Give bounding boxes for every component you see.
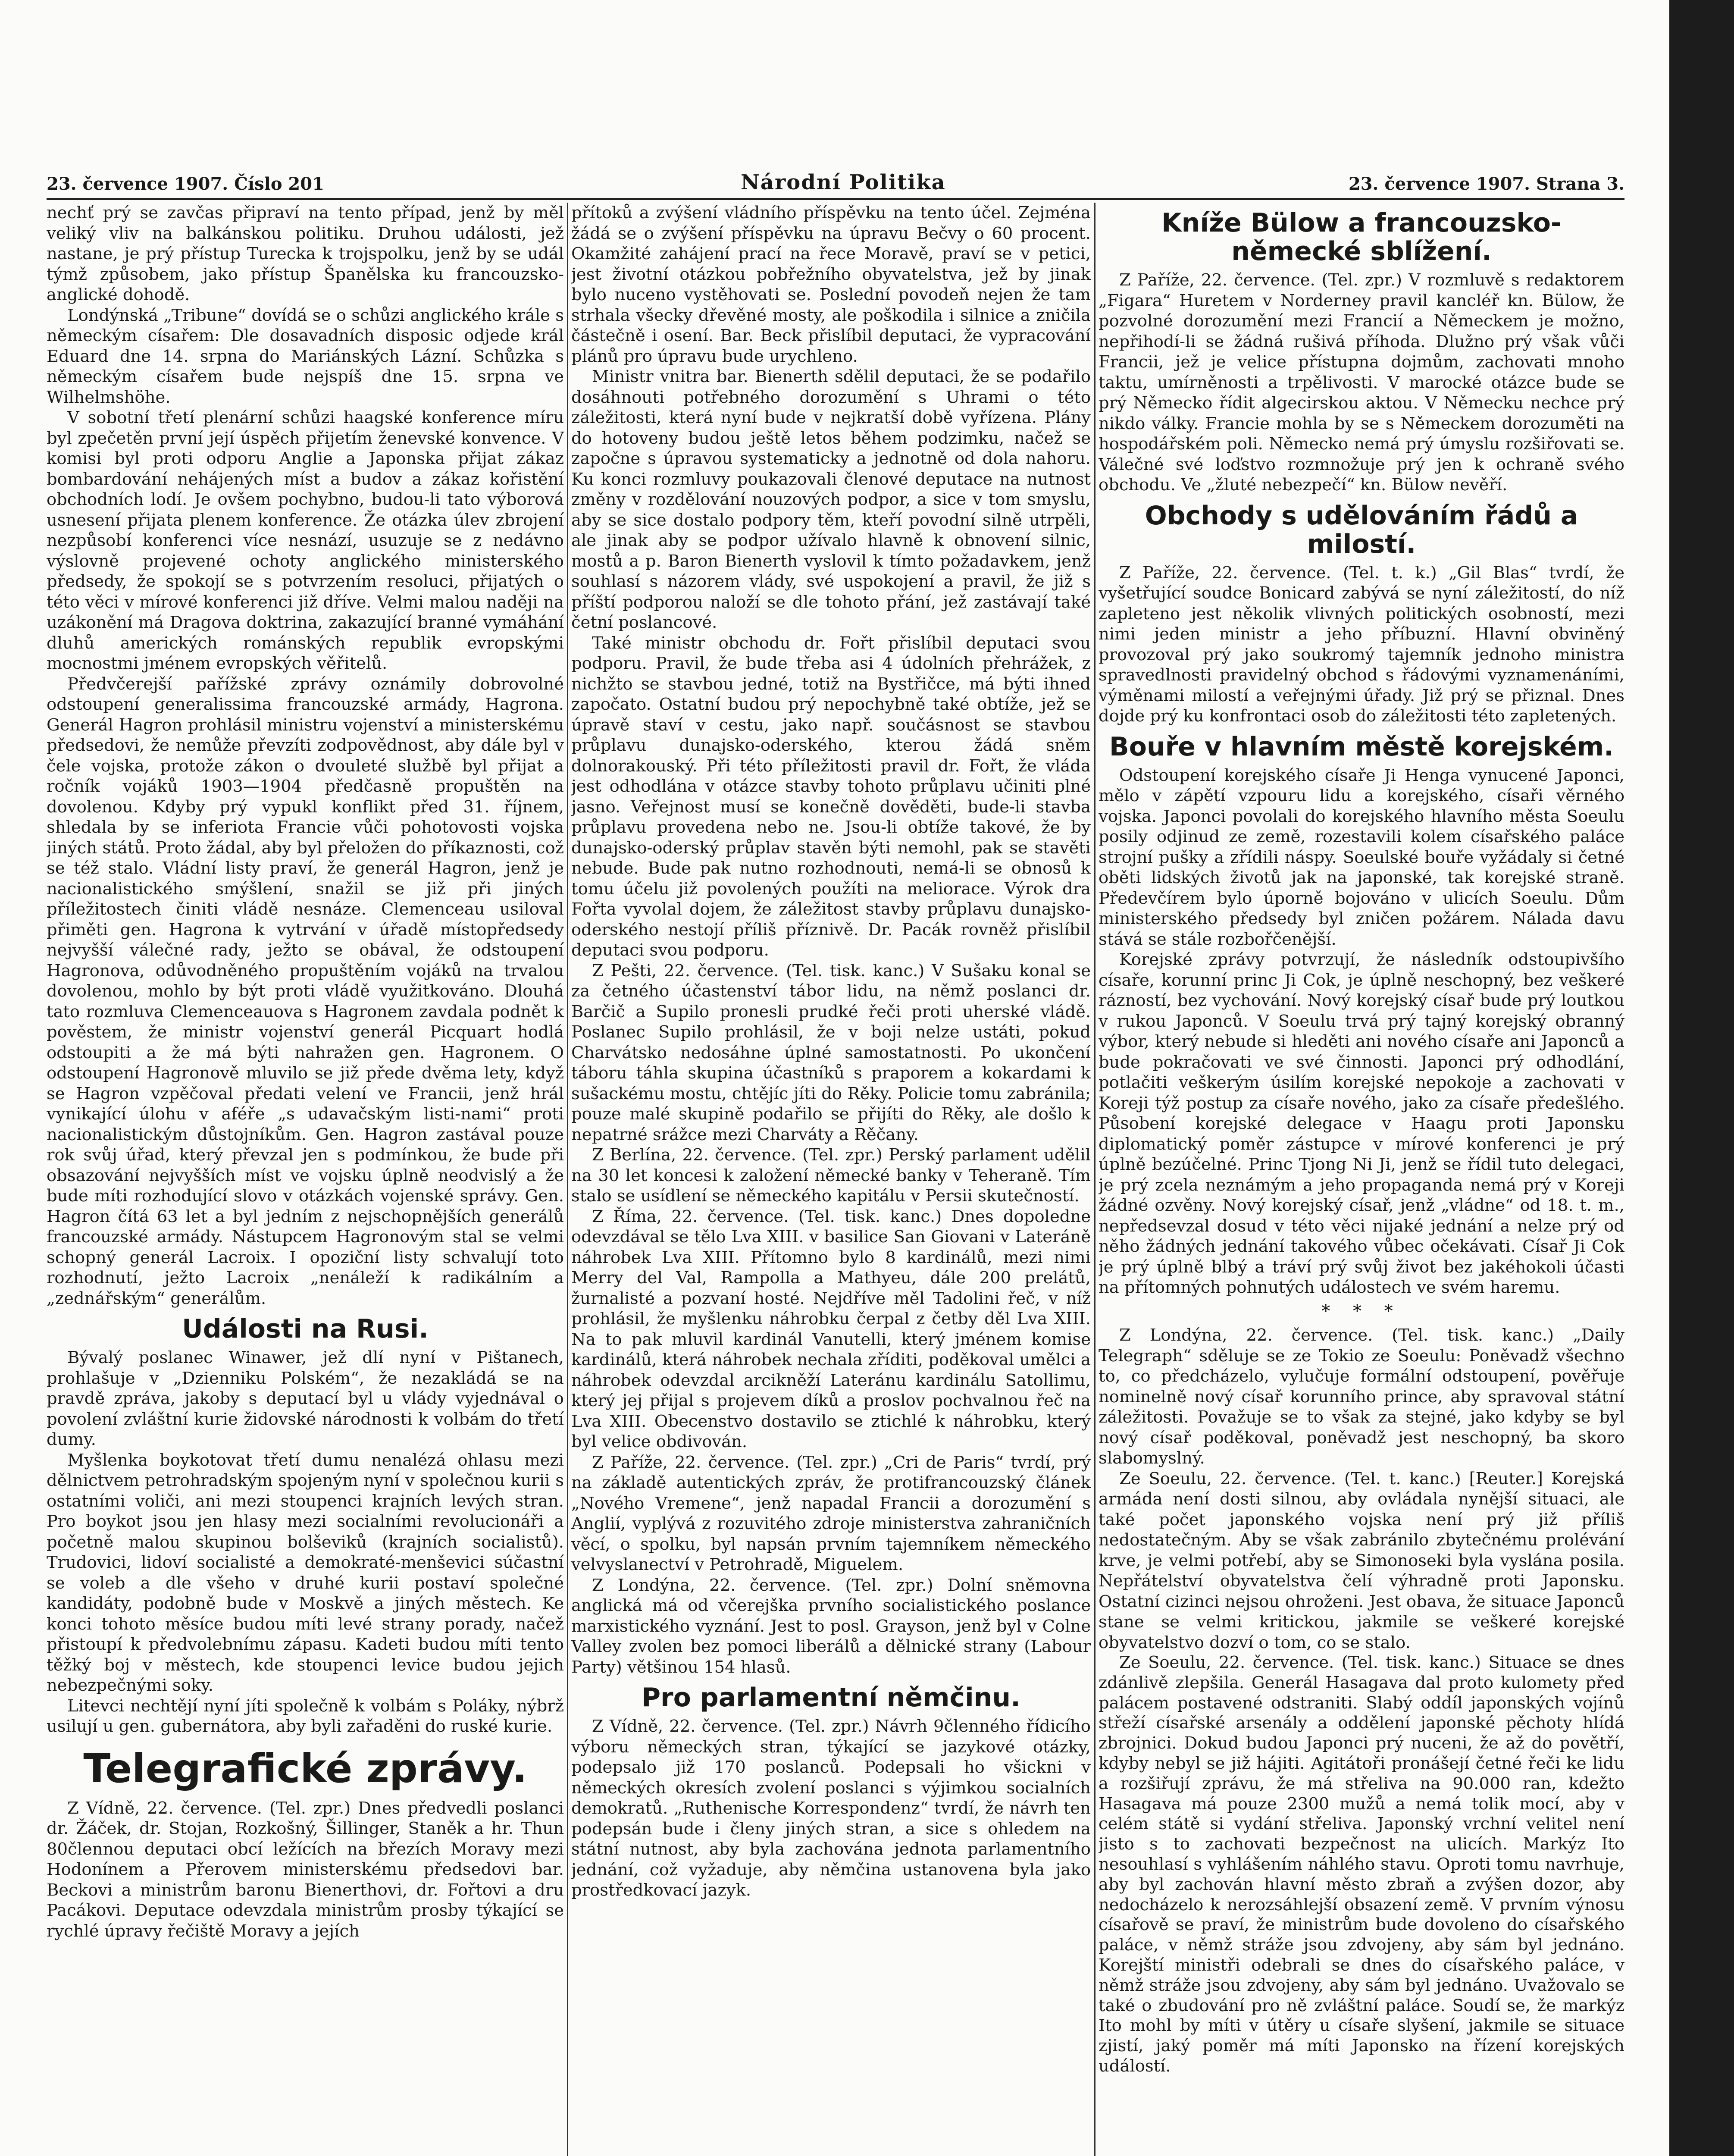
- article-paragraph: Z Londýna, 22. července. (Tel. zpr.) Dolní sněmovna anglická má od včerejška prvního socialistického poslance marxistického vyznání. Jest to posl. Grayson, jenž byl v Colne Valley zvolen bez pomoci liberálů a dělnické strany (Labour Party) většinou 154 hlasů.: [571, 1575, 1091, 1677]
- article-paragraph: Z Pešti, 22. července. (Tel. tisk. kanc.) V Sušaku konal se za četného účastenství tábor lidu, na němž poslanci dr. Barčič a Supilo pronesli prudké řeči proti uherské vládě. Poslanec Supilo prohlásil, že v boji nelze ustáti, pokud Charvátsko nedosáhne úplné samostatnosti. Po ukončení táboru táhla skupina účastníků s praporem a kokardami k sušackému mostu, chtějíc jíti do Rěky. Policie tomu zabránila; pouze malé skupině podařilo se přijíti do Rěky, ale došlo k nepatrné srážce mezi Charváty a Rěčany.: [571, 961, 1091, 1144]
- header-date-issue: 23. července 1907. Číslo 201: [47, 174, 324, 194]
- article-paragraph: Z Vídně, 22. července. (Tel. zpr.) Návrh 9členného řídicího výboru německých stran, týkající se jazykové otázky, podepsalo již 170 poslanců. Podepsali ho všickni v německých okresích zvolení poslanci s výjimkou socialních demokratů. „Ruthenische Korrespondenz“ tvrdí, že návrh ten podepsán bude i členy jiných stran, a sice s ohledem na státní nutnost, aby byla zachována jednota parlamentního jednání, což vyžaduje, aby němčina ustanovena byla jako prostředkovací jazyk.: [571, 1717, 1091, 1900]
- article-paragraph: Z Paříže, 22. července. (Tel. zpr.) „Cri de Paris“ tvrdí, prý na základě autentických zpráv, že protifrancouzský článek „Nového Vremene“, jenž napadal Francii a dorozumění s Anglií, vyplývá z rozuvitého zdroje ministerstva zahraničních věcí, o spolku, byl napsán prvním tajemníkem německého velvyslanectví v Petrohradě, Miguelem.: [571, 1452, 1091, 1574]
- article-paragraph: Z Paříže, 22. července. (Tel. zpr.) V rozmluvě s redaktorem „Figara“ Huretem v Norderney pravil kancléř kn. Bülow, že pozvolné dorozumění mezi Francií a Německem je možno, nepřihodí-li se žádná rušivá příhoda. Dlužno prý však vůči Francii, jež je velice přístupna dojmům, zachovati mnoho taktu, umírněnosti a trpělivosti. V marocké otázce bude se prý Německo řídit algecirskou aktou. V Německu nechce prý nikdo války. Francie mohla by se s Německem dorozuměti na hospodářském poli. Německo nemá prý úmyslu rozšiřovati se. Válečné své loďstvo rozmnožuje prý jen k ochraně svého obchodu. Ve „žluté nebezpečí“ kn. Bülow nevěří.: [1099, 270, 1624, 495]
- masthead-title: Národní Politika: [741, 170, 946, 194]
- article-paragraph: Také ministr obchodu dr. Fořt přislíbil deputaci svou podporu. Pravil, že bude třeba asi 4 údolních přehrážek, z nichžto se stavbou jedné, totiž na Bystřičce, má býti ihned započato. Ostatní budou prý nepochybně také obtíže, jež se úpravě staví v cestu, jako např. součásnost se stavbou průplavu dunajsko-oderského, kterou žádá sněm dolnorakouský. Při této příležitosti pravil dr. Fořt, že vláda jest odhodlána v otázce stavby tohoto průplavu učiniti plné jasno. Veřejnost musí se konečně dověděti, bude-li stavba průplavu provedena nebo ne. Jsou-li obtíže takové, že by dunajsko-oderský průplav stavěn býti nemohl, pak se stavěti nebude. Bude pak nutno rozhodnouti, nemá-li se obnosů k tomu účelu již povolených použíti na meliorace. Výrok dra Fořta vyvolal dojem, že záležitost stavby průplavu dunajsko-oderského nestojí příliš příznivě. Dr. Pacák rovněž přislíbil deputaci svou podporu.: [571, 633, 1091, 960]
- article-paragraph: Z Londýna, 22. července. (Tel. tisk. kanc.) „Daily Telegraph“ sděluje se ze Tokio ze Soeulu: Poněvadž všechno to, co předcházelo, vylučuje formální odstoupení, pověřuje nominelně nový císař korunního prince, aby spravoval státní záležitosti. Považuje se to však za stejné, jako kdyby se byl nový císař poděkoval, poněvadž jest neschopný, ba skoro slabomyslný.: [1099, 1326, 1624, 1468]
- article-paragraph: přítoků a zvýšení vládního příspěvku na tento účel. Zejména žádá se o zvýšení příspěvku na úpravu Bečvy o 60 procent. Okamžité zahájení prací na řece Moravě, praví se v petici, jest životní otázkou pobřežního obyvatelstva, jež by jinak bylo nuceno vystěhovati se. Poslední povodeň nejen že tam strhala všecky dřevěné mosty, ale poškodila i silnice a zničila částečně i osení. Bar. Beck přislíbil deputaci, že vypracování plánů pro úpravu bude urychleno.: [571, 203, 1091, 366]
- article-paragraph: Bývalý poslanec Winawer, jež dlí nyní v Pištanech, prohlašuje v „Dzienniku Polském“, že nezakládá se na pravdě zpráva, jakoby s deputací byl u vlády vyjednával o povolení zvláštní kurie židovské národnosti k volbám do třetí dumy.: [47, 1348, 564, 1449]
- article-paragraph: Korejské zprávy potvrzují, že následník odstoupivšího císaře, korunní princ Ji Cok, je úplně neschopný, bez veškeré rázností, bez vychování. Nový korejský císař bude prý loutkou v rukou Japonců. V Soeulu trvá prý tajný korejský obranný výbor, který nebude si hleděti ani nového císaře ani Japonců a bude pokračovati ve své činnosti. Japonci prý odhodlání, potlačiti veškerým úsilím korejské nepokoje a zachovati v Koreji týž postup za císaře nového, jako za císaře předešlého. Působení korejské delegace v Haagu proti Japonsku diplomatický poměr zástupce v mírové konferenci je prý úplně bezúčelné. Princ Tjong Ni Ji, jenž se řídil tuto delegaci, je prý zcela neznámým a jeho propaganda nemá prý v Koreji žádné ozvěny. Nový korejský císař, jenž „vládne“ od 18. t. m., nepředsevzal dosud v této věci nijaké jednání a nelze prý od něho žádných jednání takového vůbec očekávati. Císař Ji Cok je prý úplně blbý a tráví prý svůj život bez jakéhokoli účasti na přítomných pohnutých událostech ve svém haremu.: [1099, 950, 1624, 1297]
- article-paragraph: Z Vídně, 22. července. (Tel. zpr.) Dnes předvedli poslanci dr. Žáček, dr. Stojan, Rozkošný, Šillinger, Staněk a hr. Thun 80člennou deputaci obcí ležících na březích Moravy mezi Hodonínem a Přerovem ministerskému předsedovi bar. Beckovi a ministrům baronu Bienerthovi, dr. Fořtovi a dru Pacákovi. Deputace odevzdala ministrům prosby týkající se rychlé úpravy řečiště Moravy a jejích: [47, 1798, 564, 1941]
- headline-russia: Události na Rusi.: [182, 1314, 429, 1344]
- column-1: [47, 203, 564, 2156]
- article-paragraph: Litevci nechtějí nyní jíti společně k volbám s Poláky, nýbrž usilují u gen. gubernátora, aby byli zařaděni do ruské kurie.: [47, 1696, 564, 1736]
- article-paragraph: Předvčerejší pařížské zprávy oznámily dobrovolné odstoupení generalissima francouzské armády, Hagrona. Generál Hagron prohlásil ministru vojenství a ministerskému předsedovi, že nemůže převzíti zodpovědnost, aby dále byl v čele vojska, protože zákon o dvouleté službě byl přijat a ročník vojáků 1903—1904 předčasně propuštěn na dovolenou. Kdyby prý vypukl konflikt před 31. říjnem, shledala by se inferiota Francie vůči pohotovosti vojska jiných států. Proto žádal, aby byl přeložen do příkaznosti, což se též stalo. Vládní listy praví, že generál Hagron, jenž je nacionalistického smýšlení, snažil se již při jiných příležitostech činiti vládě nesnáze. Clemenceau usiloval přiměti gen. Hagrona k vytrvání v úřadě místopředsedy nejvyšší válečné rady, ježto se obával, že odstoupení Hagronova, odůvodněného propuštěním vojáků na trvalou dovolenou, mohlo by být proti vládě využitkováno. Dlouhá tato rozmluva Clemenceauova s Hagronem zavdala podnět k pověstem, že ministr vojenství generál Picquart hodlá odstoupiti a že má býti nahražen gen. Hagronem. O odstoupení Hagronově mluvilo se již přede dvěma lety, když se Hagron vzpěčoval předati velení ve Francii, jenž hrál vynikající úlohu v aféře „s udavačským listi-nami“ proti nacionalistickým důstojníkům. Gen. Hagron zastával pouze rok svůj úřad, který převzal jen s podmínkou, že bude při obsazování nejvyšších míst ve vojsku úplně neodvislý a že bude míti rozhodující slovo v otázkách vojenské správy. Gen. Hagron čítá 63 let a byl jedním z nejschopnějších generálů francouzské armády. Nástupcem Hagronovým stal se velmi schopný generál Lacroix. I opoziční listy schvalují toto rozhodnutí, ježto Lacroix „nenáleží k radikálním a „zednářským“ generálům.: [47, 674, 564, 1308]
- article-paragraph: nechť prý se zavčas připraví na tento případ, jenž by měl veliký vliv na balkánskou politiku. Druhou události, jež nastane, je prý přístup Turecka k trojspolku, jenž by se udál týmž způsobem, jako přístup Španělska ku francouzsko-anglické dohodě.: [47, 203, 564, 304]
- headline-parliament-german: Pro parlamentní němčinu.: [642, 1683, 1020, 1713]
- headline-orders-trade: Obchody s udělováním řádů a milostí.: [1145, 500, 1578, 559]
- article-paragraph: Z Berlína, 22. července. (Tel. zpr.) Perský parlament udělil na 30 let koncesi k založení německé banky v Teheraně. Tím stalo se usídlení se německého kapitálu v Persii skutečností.: [571, 1145, 1091, 1206]
- column-3: [1099, 203, 1624, 2156]
- headline-bulow: Kníže Bülow a francouzsko-německé sblížení.: [1161, 208, 1562, 266]
- header-date-page: 23. července 1907. Strana 3.: [1348, 174, 1624, 194]
- article-paragraph: Z Paříže, 22. července. (Tel. t. k.) „Gil Blas“ tvrdí, že vyšetřující soudce Bonicard zabývá se nyní záležitostí, do níž zapleteno jest několik vlivných politických osobností, mezi nimi jeden ministr a jeho příbuzní. Hlavní obviněný provozoval prý jako soukromý tajemník jednoho ministra spravedlnosti pravidelný obchod s řádovými vyznamenáními, výměnami milostí a veřejnými úřady. Již prý se přiznal. Dnes dojde prý ku konfrontaci osob do záležitosti této zapletených.: [1099, 563, 1624, 726]
- column-rule-2: [1094, 203, 1095, 2156]
- section-separator-stars: * * *: [1321, 1301, 1402, 1321]
- article-paragraph: V sobotní třetí plenární schůzi haagské konference míru byl zpečetěn první její úspěch přijetím ženevské konvence. V komisi byl proti odporu Anglie a Japonska přijat zákaz bombardování nehájených míst a budov a zákaz kořistění obchodních lodí. Je ovšem pochybno, budou-li tato výborová usnesení přijata plenem konference. Že otázka úlev zbrojení nezpůsobí konferenci více nesnází, usuzuje se z nedávno výslovně projevené ochoty anglického ministerského předsedy, že spokojí se s potvrzením resoluci, přijatých o této věci v mírové konferenci již dříve. Velmi malou naději na uzákonění má Dragova doktrina, zakazující branné vymáhání dluhů amerických románských republik evropskými mocnostmi jménem evropských věřitelů.: [47, 408, 564, 673]
- page-header: [47, 170, 1624, 200]
- article-paragraph: Ze Soeulu, 22. července. (Tel. tisk. kanc.) Situace se dnes zdánlivě zlepšila. Generál Hasagava dal proto kulomety před palácem postavené odstraniti. Slabý oddíl japonských vojínů střeží císařské arsenály a oddělení japonské pěchoty hlídá zbrojnici. Dokud budou Japonci prý nuceni, že až do povětří, kdyby nebyl se již hájiti. Agitátoři pronášejí četné řeči ke lidu a rozšiřují zprávu, že má střeliva na 90.000 ran, kdežto Hasagava má pouze 2300 mužů a nemá tolik mocí, aby v celém státě si vydání střeliva. Japonský vrchní velitel není jisto s to zachovati bezpečnost na ulicích. Markýz Ito nesouhlasí s vyhlášením náhlého stavu. Oproti tomu navrhuje, aby byl zachován hlavní město zbraň a zvýšen dozor, aby nedocházelo k nerozsáhlejší obsazení země. V prvním výnosu císařově se praví, že ministrům bude dovoleno do císařského paláce, v němž stráže jsou zdvojeny, aby sám byl jednáno. Korejští ministři odebrali se dnes do císařského paláce, v němž stráže jsou zdvojeny, aby sám byl jednáno. Uvažovalo se také o zbudování pro ně zvláštní paláce. Soudí se, že markýz Ito mohl by míti v útěry u císaře slyšení, jakmile se situace zjistí, jaký poměr má míti Japonsko na řízení korejských událostí.: [1099, 1653, 1624, 2076]
- headline-telegraph: Telegrafické zprávy.: [83, 1745, 527, 1792]
- article-paragraph: Z Říma, 22. července. (Tel. tisk. kanc.) Dnes dopoledne odevzdával se tělo Lva XIII. v basilice San Giovani v Lateráně náhrobek Lva XIII. Přítomno bylo 8 kardinálů, mezi nimi Merry del Val, Rampolla a Mathyeu, dále 200 prelátů, žurnalisté a pozvaní hosté. Nejdříve měl Tadolini řeč, v níž prohlásil, že myšlenku náhrobku čerpal z četby děl Lva XIII. Na to pak mluvil kardinál Vanutelli, který jménem komise kardinálů, která náhrobek nechala zříditi, poděkoval umělci a náhrobek odevzdal arcikněží Lateránu kardinálu Satollimu, který jej přijal s projevem díků a proslov pochvalnou řeč na Lva XIII. Obecenstvo dostavilo se ztichlé k náhrobku, který byl velice obdivován.: [571, 1206, 1091, 1451]
- column-2: [571, 203, 1091, 2156]
- headline-korea-storm: Bouře v hlavním městě korejském.: [1109, 731, 1614, 762]
- article-paragraph: Ministr vnitra bar. Bienerth sdělil deputaci, že se podařilo dosáhnouti potřebného dorozumění s Uhrami o této záležitosti, která nyní bude v nejkratší době vyřízena. Plány do hotoveny budou ještě letos během podzimku, načež se započne s úpravou systematicky a jednotně od dola nahoru. Ku konci rozmluvy poukazovali členové deputace na nutnost změny v rozdělování nouzových podpor, a sice v tom smyslu, aby se sice dostalo podpory těm, kteří povodní silně utrpěli, ale jinak aby se podpor užívalo hlavně k obnovení silnic, mostů a p. Baron Bienerth vyslovil k tímto požadavkem, jenž souhlasí s názorem vlády, své uspokojení a pravil, že již s příští podporou naloží se dle tohoto přání, jež zastávají také četní poslancové.: [571, 367, 1091, 632]
- article-paragraph: Odstoupení korejského císaře Ji Henga vynucené Japonci, mělo v zápětí vzpouru lidu a korejského, císaři věrného vojska. Japonci povolali do korejského hlavního města Soeulu posily odjinud ze země, rozestavili kolem císařského paláce strojní pušky a zřídili náspy. Soeulské bouře vyžádaly si četné oběti lidských životů jak na japonské, tak korejské straně. Předevčírem bylo úporně bojováno v ulicích Soeulu. Dům ministerského předsedy byl zničen požárem. Nálada davu stává se stále rozbořčenější.: [1099, 765, 1624, 949]
- article-paragraph: Londýnská „Tribune“ dovídá se o schůzi anglického krále s německým císařem: Dle dosavadních disposic odjede král Eduard dne 14. srpna do Mariánských Lázní. Schůzka s německým císařem bude nejspíš dne 15. srpna ve Wilhelmshöhe.: [47, 305, 564, 407]
- article-paragraph: Ze Soeulu, 22. července. (Tel. t. kanc.) [Reuter.] Korejská armáda není dosti silnou, aby ovládala nynější situaci, ale také počet japonského vojska není prý již příliš nedostatečným. Aby se však zabránilo zbytečnému prolévání krve, je velmi potřebí, aby se Simonoseki byla vyslána posila. Nepřátelství obyvatelstva čelí výhradně proti Japonsku. Ostatní cizinci nejsou ohroženi. Jest obava, že situace Japonců stane se velmi kritickou, jakmile se veškeré korejské obyvatelstvo dozví o tom, co se stalo.: [1099, 1469, 1624, 1652]
- scan-edge-bar: [1669, 0, 1734, 2156]
- article-paragraph: Myšlenka boykotovat třetí dumu nenalézá ohlasu mezi dělnictvem petrohradským spojeným nyní v společnou kurii s ostatními voliči, ani mezi stoupenci krajních levých stran. Pro boykot jsou jen hlasy mezi socialními revolucionáři a početně malou skupinou bolševiků (krajních socialistů). Trudovici, lidoví socialisté a demokraté-menševici súčastní se voleb a dle všeho v druhé kurii postaví společné kandidáty, podobně bude v Moskvě a jiných městech. Ke konci tohoto měsíce budou míti levé strany porady, načež přistoupí k předvolebnímu zápasu. Kadeti budou míti tento těžký boj v městech, kde stoupenci levice budou jejich nebezpečnými soky.: [47, 1450, 564, 1695]
- column-rule-1: [567, 203, 568, 2156]
